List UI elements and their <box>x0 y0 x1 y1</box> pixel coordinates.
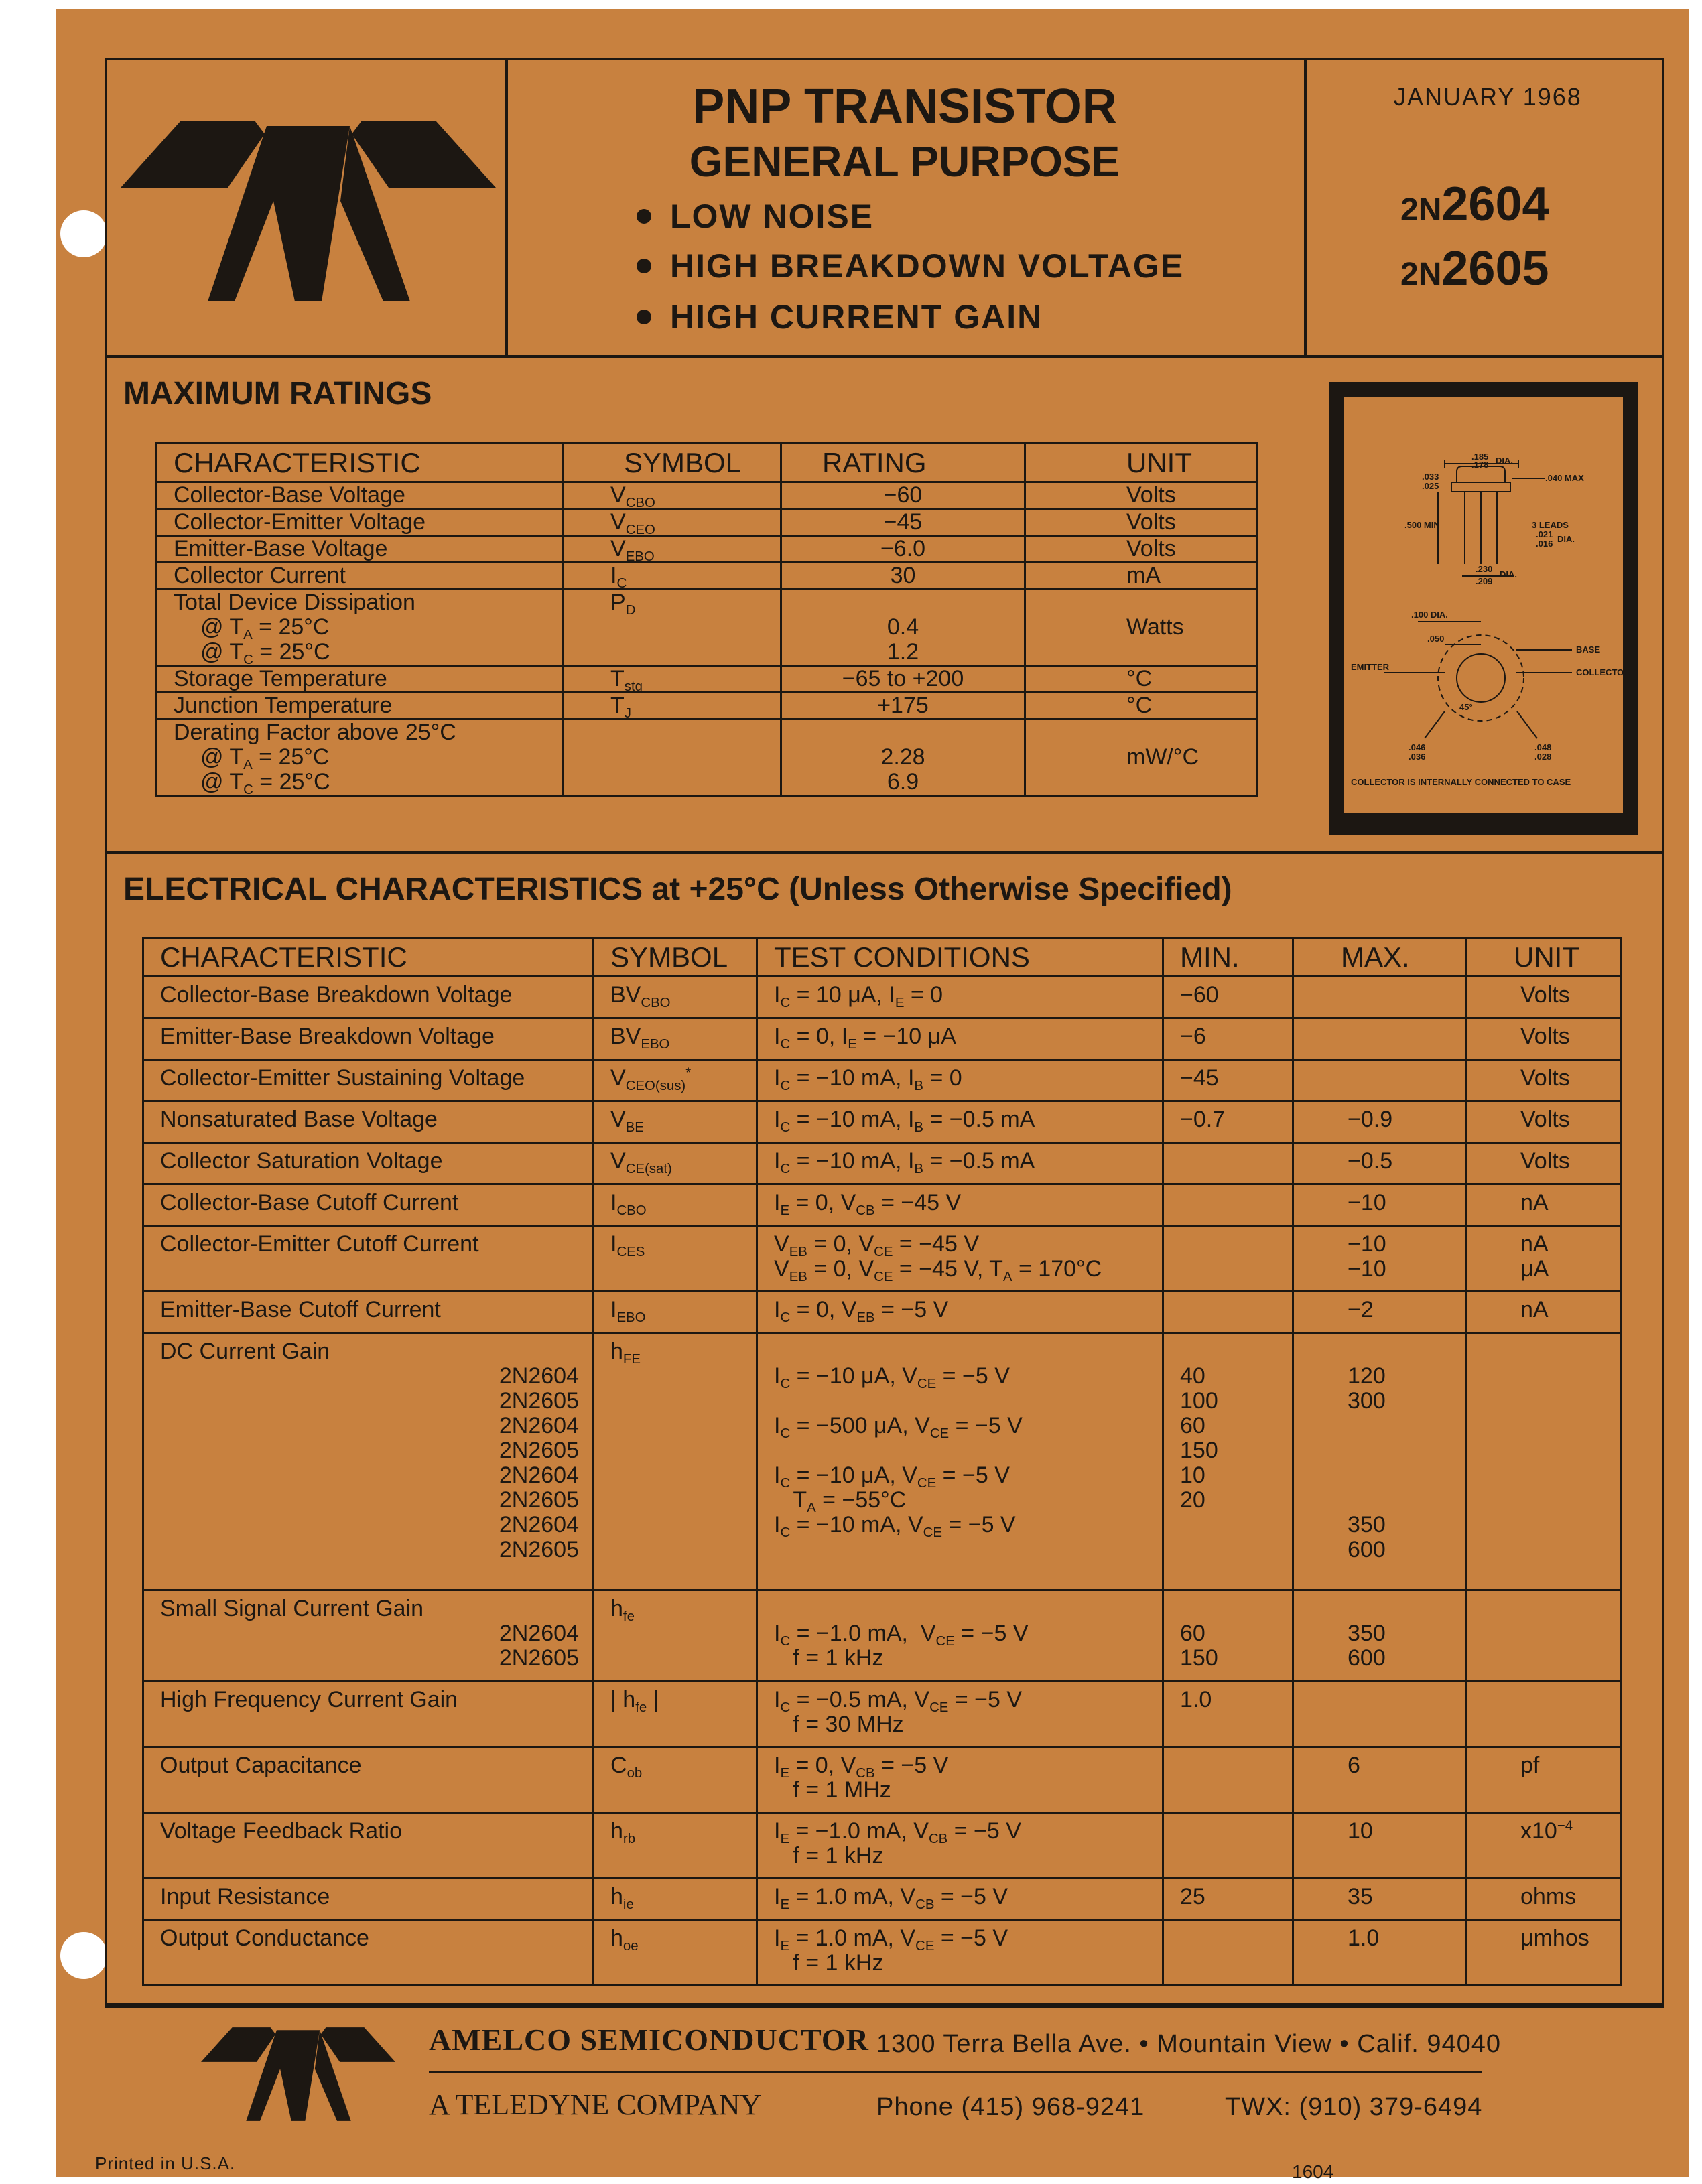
ec-characteristic: High Frequency Current Gain <box>143 1682 594 1747</box>
mr-symbol <box>563 720 781 796</box>
ec-max <box>1293 1682 1466 1747</box>
mr-row <box>157 509 1257 536</box>
label-emitter: EMITTER <box>1351 662 1390 672</box>
ec-characteristic: Collector Saturation Voltage <box>143 1143 594 1184</box>
ec-max: 350 600 <box>1293 1590 1466 1682</box>
mr-unit: Watts <box>1025 590 1257 666</box>
ec-unit: Volts <box>1466 1101 1622 1143</box>
twx-number: TWX: (910) 379-6494 <box>1225 2093 1483 2121</box>
mr-row <box>157 536 1257 563</box>
ec-min: 25 <box>1163 1879 1293 1920</box>
teledyne-logo-icon <box>121 121 496 301</box>
ec-conditions: $I_E = 1.0$ mA, $V_{CB} = -5$ V <box>757 1879 1163 1920</box>
ec-row <box>143 1879 1622 1920</box>
dim-3leads: 3 LEADS <box>1532 520 1569 530</box>
ec-max <box>1293 977 1466 1018</box>
mr-rating: 0.4 1.2 <box>781 590 1025 666</box>
ec-conditions: $I_C = -10$ mA, $I_B = -0.5$ mA <box>757 1101 1163 1143</box>
ec-symbol: $h_{fe}$ <box>594 1590 757 1682</box>
mr-symbol: $T_J$ <box>563 693 781 720</box>
ec-row <box>143 1101 1622 1143</box>
mr-header-rating: RATING <box>781 443 1025 482</box>
dim-500: .500 MIN <box>1404 520 1440 530</box>
ec-characteristic: Collector-Base Cutoff Current <box>143 1184 594 1226</box>
header-bottom-rule <box>105 355 1664 358</box>
mr-characteristic: Derating Factor above 25°C @ $T_A = 25^\circ C$ @ $T_C = 25^\circ C$ <box>157 720 563 796</box>
ec-max: −2 <box>1293 1292 1466 1333</box>
ec-row <box>143 1682 1622 1747</box>
ec-min: −60 <box>1163 977 1293 1018</box>
mr-symbol: $P_D$ <box>563 590 781 666</box>
date: JANUARY 1968 <box>1394 83 1582 111</box>
ec-row <box>143 1747 1622 1813</box>
ec-unit: μmhos <box>1466 1920 1622 1986</box>
mr-header-unit: UNIT <box>1025 443 1257 482</box>
title-line1: PNP TRANSISTOR <box>692 80 1117 133</box>
page-code: 1604 <box>1292 2161 1334 2182</box>
ec-min: −6 <box>1163 1018 1293 1060</box>
ec-row <box>143 977 1622 1018</box>
electrical-table <box>142 937 1622 1986</box>
ec-row <box>143 1590 1622 1682</box>
ec-min: −0.7 <box>1163 1101 1293 1143</box>
dim-016: .016 <box>1536 539 1553 549</box>
mr-row <box>157 482 1257 509</box>
ec-row <box>143 1143 1622 1184</box>
ec-characteristic: Nonsaturated Base Voltage <box>143 1101 594 1143</box>
mr-symbol: $T_{stg}$ <box>563 666 781 693</box>
mr-unit: °C <box>1025 693 1257 720</box>
mr-characteristic: Total Device Dissipation @ $T_A = 25^\circ C$ @ $T_C = 25^\circ C$ <box>157 590 563 666</box>
ec-row <box>143 1333 1622 1590</box>
ec-row <box>143 1060 1622 1101</box>
ec-symbol: $BV_{CBO}$ <box>594 977 757 1018</box>
ec-unit: Volts <box>1466 1060 1622 1101</box>
ec-min <box>1163 1184 1293 1226</box>
mr-row <box>157 693 1257 720</box>
ec-max <box>1293 1060 1466 1101</box>
package-note: COLLECTOR IS INTERNALLY CONNECTED TO CASE <box>1351 777 1571 787</box>
ec-min <box>1163 1143 1293 1184</box>
dim-178: .178 <box>1471 460 1489 470</box>
ec-max: −0.9 <box>1293 1101 1466 1143</box>
mr-rating: −45 <box>781 509 1025 536</box>
ec-characteristic: Collector-Emitter Cutoff Current <box>143 1226 594 1292</box>
ec-max: 1.0 <box>1293 1920 1466 1986</box>
ec-unit: Volts <box>1466 977 1622 1018</box>
ec-min <box>1163 1920 1293 1986</box>
ec-characteristic: Collector-Emitter Sustaining Voltage <box>143 1060 594 1101</box>
ec-header-unit: UNIT <box>1466 938 1622 977</box>
ec-conditions: $I_C = 0$, $I_E = -10$ μA <box>757 1018 1163 1060</box>
ec-symbol: $I_{CBO}$ <box>594 1184 757 1226</box>
ec-min: 60 150 <box>1163 1590 1293 1682</box>
ec-row <box>143 1292 1622 1333</box>
printed-in-usa: Printed in U.S.A. <box>95 2153 236 2173</box>
mr-symbol: $V_{EBO}$ <box>563 536 781 563</box>
ec-characteristic: Small Signal Current Gain 2N2604 2N2605 <box>143 1590 594 1682</box>
ec-characteristic: Emitter-Base Cutoff Current <box>143 1292 594 1333</box>
dim-050: .050 <box>1427 634 1445 644</box>
package-outline-box <box>1329 382 1638 835</box>
binder-hole-bottom <box>60 1932 107 1979</box>
ec-characteristic: DC Current Gain 2N2604 2N2605 2N2604 2N2605 2N2604 2N2605 2N2604 2N2605 <box>143 1333 594 1590</box>
ec-unit <box>1466 1333 1622 1590</box>
max-ratings-title: MAXIMUM RATINGS <box>123 376 432 411</box>
mr-unit: mW/°C <box>1025 720 1257 796</box>
electrical-title: ELECTRICAL CHARACTERISTICS at +25°C (Unless Otherwise Specified) <box>123 872 1232 907</box>
ec-min <box>1163 1226 1293 1292</box>
dim-040: .040 MAX <box>1545 473 1584 483</box>
ec-unit <box>1466 1682 1622 1747</box>
ec-row <box>143 1813 1622 1879</box>
dim-028: .028 <box>1534 752 1552 762</box>
mr-characteristic: Collector-Emitter Voltage <box>157 509 563 536</box>
ec-symbol: $V_{BE}$ <box>594 1101 757 1143</box>
mr-unit: mA <box>1025 563 1257 590</box>
ec-unit: nA μA <box>1466 1226 1622 1292</box>
ec-symbol: $V_{CEO(sus)}^*$ <box>594 1060 757 1101</box>
ec-max: 10 <box>1293 1813 1466 1879</box>
footer-divider <box>429 2071 1482 2073</box>
max-ratings-table <box>155 442 1258 797</box>
ec-conditions: $I_E = -1.0$ mA, $V_{CB} = -5$ V f = 1 kHz <box>757 1813 1163 1879</box>
mr-rating: +175 <box>781 693 1025 720</box>
ec-row <box>143 1226 1622 1292</box>
to5-package-drawing <box>1344 397 1630 813</box>
ec-characteristic: Voltage Feedback Ratio <box>143 1813 594 1879</box>
ec-unit: pf <box>1466 1747 1622 1813</box>
ec-min: 40 100 60 150 10 20 <box>1163 1333 1293 1590</box>
dim-185: .185 <box>1471 452 1489 462</box>
mr-rating: −60 <box>781 482 1025 509</box>
ec-characteristic: Output Capacitance <box>143 1747 594 1813</box>
dim-dia-3: DIA. <box>1500 569 1517 579</box>
dim-dia-2: DIA. <box>1557 534 1575 544</box>
ec-min: 1.0 <box>1163 1682 1293 1747</box>
ec-max: −10 <box>1293 1184 1466 1226</box>
ec-symbol: $h_{oe}$ <box>594 1920 757 1986</box>
ec-conditions: $I_E = 0$, $V_{CB} = -5$ V f = 1 MHz <box>757 1747 1163 1813</box>
mr-symbol: $V_{CBO}$ <box>563 482 781 509</box>
company-address: 1300 Terra Bella Ave. • Mountain View • Calif. 94040 <box>876 2030 1502 2058</box>
dim-046: .046 <box>1409 742 1426 752</box>
ec-symbol: $h_{FE}$ <box>594 1333 757 1590</box>
ec-characteristic: Collector-Base Breakdown Voltage <box>143 977 594 1018</box>
ec-conditions: $I_C = -10$ mA, $I_B = 0$ <box>757 1060 1163 1101</box>
ec-symbol: $V_{CE(sat)}$ <box>594 1143 757 1184</box>
ec-header-conditions: TEST CONDITIONS <box>757 938 1163 977</box>
mr-row <box>157 666 1257 693</box>
bullet-breakdown: HIGH BREAKDOWN VOLTAGE <box>637 247 1184 285</box>
ec-symbol: $I_{EBO}$ <box>594 1292 757 1333</box>
dim-048: .048 <box>1534 742 1552 752</box>
ec-conditions: $I_C = 0$, $V_{EB} = -5$ V <box>757 1292 1163 1333</box>
bullet-current-gain: HIGH CURRENT GAIN <box>637 297 1043 336</box>
mr-characteristic: Collector-Base Voltage <box>157 482 563 509</box>
ec-symbol: $I_{CES}$ <box>594 1226 757 1292</box>
company-name: AMELCO SEMICONDUCTOR <box>429 2023 869 2057</box>
mr-unit: Volts <box>1025 509 1257 536</box>
part-number-2n2605: 2N2605 <box>1400 242 1549 295</box>
part-number-2n2604: 2N2604 <box>1400 178 1549 231</box>
ec-header-characteristic: CHARACTERISTIC <box>143 938 594 977</box>
binder-hole-top <box>60 210 107 257</box>
mr-rating: −65 to +200 <box>781 666 1025 693</box>
ec-min <box>1163 1813 1293 1879</box>
ec-max: 120 300 350 600 <box>1293 1333 1466 1590</box>
dim-033: .033 <box>1422 472 1439 482</box>
ec-conditions: $I_C = -1.0$ mA, $V_{CE} = -5$ V f = 1 kHz <box>757 1590 1163 1682</box>
dim-021: .021 <box>1536 529 1553 539</box>
ec-conditions: $I_C = -0.5$ mA, $V_{CE} = -5$ V f = 30 MHz <box>757 1682 1163 1747</box>
ec-max: 35 <box>1293 1879 1466 1920</box>
teledyne-logo-footer-icon <box>201 2027 395 2121</box>
ec-header-min: MIN. <box>1163 938 1293 977</box>
ec-unit: $x10^{-4}$ <box>1466 1813 1622 1879</box>
ec-max <box>1293 1018 1466 1060</box>
dim-100: .100 DIA. <box>1411 610 1448 620</box>
mr-rating: −6.0 <box>781 536 1025 563</box>
dim-209: .209 <box>1476 576 1493 586</box>
ec-symbol: | $h_{fe}$ | <box>594 1682 757 1747</box>
ec-symbol: $C_{ob}$ <box>594 1747 757 1813</box>
mr-unit: Volts <box>1025 482 1257 509</box>
mr-row <box>157 590 1257 666</box>
dim-dia-1: DIA. <box>1496 456 1513 466</box>
parent-company: A TELEDYNE COMPANY <box>429 2088 762 2121</box>
ec-symbol: $h_{rb}$ <box>594 1813 757 1879</box>
ec-header-symbol: SYMBOL <box>594 938 757 977</box>
ec-characteristic: Emitter-Base Breakdown Voltage <box>143 1018 594 1060</box>
ec-min <box>1163 1292 1293 1333</box>
ec-row <box>143 1184 1622 1226</box>
dim-036: .036 <box>1409 752 1426 762</box>
ec-symbol: $BV_{EBO}$ <box>594 1018 757 1060</box>
dim-025: .025 <box>1422 481 1439 491</box>
ec-symbol: $h_{ie}$ <box>594 1879 757 1920</box>
mr-characteristic: Junction Temperature <box>157 693 563 720</box>
mr-symbol: $I_C$ <box>563 563 781 590</box>
mr-header-symbol: SYMBOL <box>563 443 781 482</box>
bullet-low-noise: LOW NOISE <box>637 197 874 236</box>
ec-unit: ohms <box>1466 1879 1622 1920</box>
ec-min: −45 <box>1163 1060 1293 1101</box>
ec-unit <box>1466 1590 1622 1682</box>
mr-characteristic: Storage Temperature <box>157 666 563 693</box>
mr-row <box>157 720 1257 796</box>
section-rule <box>105 851 1664 854</box>
ec-unit: nA <box>1466 1292 1622 1333</box>
mr-unit: °C <box>1025 666 1257 693</box>
ec-conditions: $I_E = 1.0$ mA, $V_{CE} = -5$ V f = 1 kHz <box>757 1920 1163 1986</box>
ec-characteristic: Input Resistance <box>143 1879 594 1920</box>
footer-rule <box>105 2003 1664 2006</box>
mr-header-characteristic: CHARACTERISTIC <box>157 443 563 482</box>
ec-max: −0.5 <box>1293 1143 1466 1184</box>
ec-unit: nA <box>1466 1184 1622 1226</box>
mr-characteristic: Emitter-Base Voltage <box>157 536 563 563</box>
dim-230: .230 <box>1476 564 1493 574</box>
mr-unit: Volts <box>1025 536 1257 563</box>
ec-max: 6 <box>1293 1747 1466 1813</box>
ec-row <box>143 1018 1622 1060</box>
ec-row <box>143 1920 1622 1986</box>
title-line2: GENERAL PURPOSE <box>689 137 1120 186</box>
ec-conditions: $I_C = 10$ μA, $I_E = 0$ <box>757 977 1163 1018</box>
ec-unit: Volts <box>1466 1143 1622 1184</box>
mr-symbol: $V_{CEO}$ <box>563 509 781 536</box>
mr-rating: 30 <box>781 563 1025 590</box>
mr-rating: 2.28 6.9 <box>781 720 1025 796</box>
label-collector: COLLECTOR <box>1576 667 1630 677</box>
ec-characteristic: Output Conductance <box>143 1920 594 1986</box>
phone-number: Phone (415) 968-9241 <box>876 2093 1145 2121</box>
mr-row <box>157 563 1257 590</box>
mr-characteristic: Collector Current <box>157 563 563 590</box>
label-base: BASE <box>1576 644 1601 655</box>
ec-unit: Volts <box>1466 1018 1622 1060</box>
ec-header-max: MAX. <box>1293 938 1466 977</box>
ec-max: −10 −10 <box>1293 1226 1466 1292</box>
ec-min <box>1163 1747 1293 1813</box>
ec-conditions: $I_C = -10$ mA, $I_B = -0.5$ mA <box>757 1143 1163 1184</box>
ec-conditions: $I_E = 0$, $V_{CB} = -45$ V <box>757 1184 1163 1226</box>
ec-conditions: $I_C = -10$ μA, $V_{CE} = -5$ V $I_C = -500$ μA, $V_{CE} = -5$ V $I_C = -10$ μA, $V_{CE} = -5$ V $T_A = -55^\circ C$ $I_C = -10$ mA, $V_{CE} = -5$ V <box>757 1333 1163 1590</box>
ec-conditions: $V_{EB} = 0$, $V_{CE} = -45$ V $V_{EB} = 0$, $V_{CE} = -45$ V, $T_A = 170^\circ C$ <box>757 1226 1163 1292</box>
dim-45: 45° <box>1459 702 1473 712</box>
